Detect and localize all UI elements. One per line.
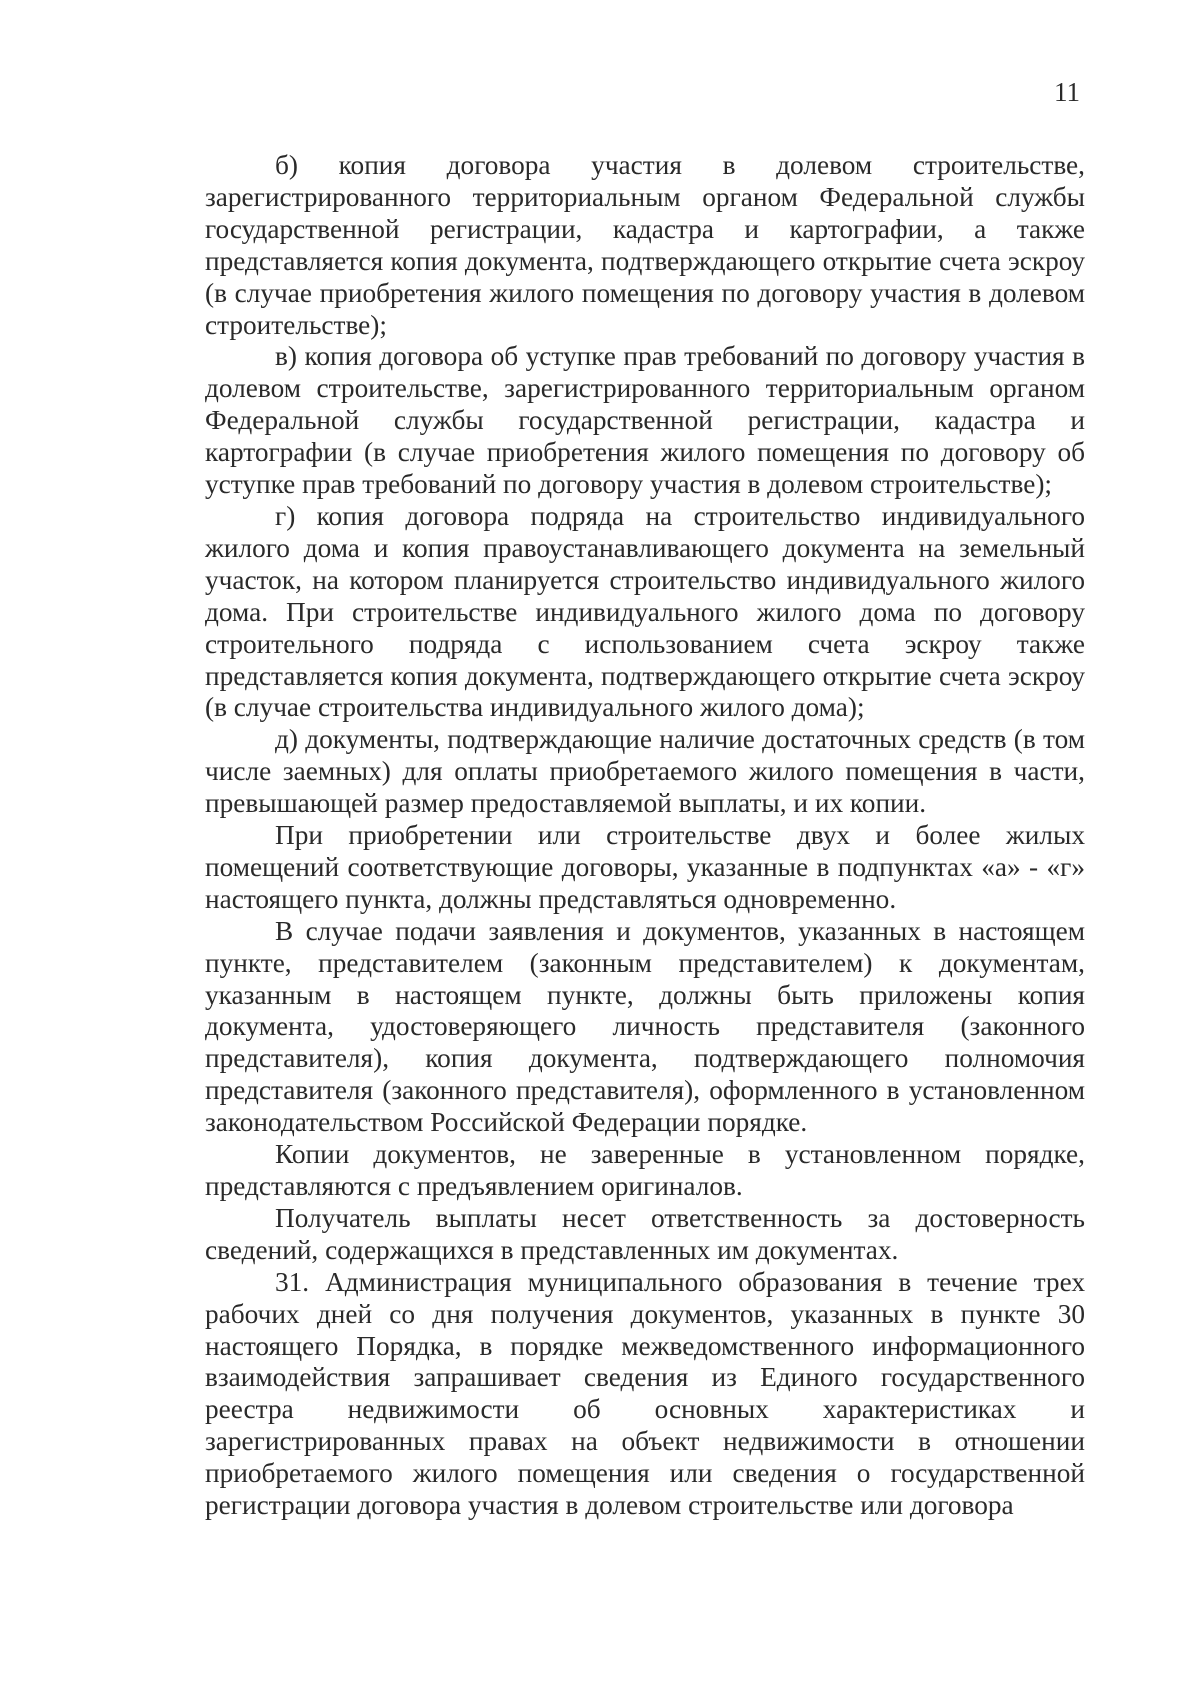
paragraph-representative: В случае подачи заявления и документов, указанных в настоящем пункте, представителем (законным представителем) к документам, указанным в настоящем пункте, должны быть приложены копия документа, удостоверяющего личность представителя (законного представителя), копия документа, подтверждающего полномочия представителя (законного представителя), оформленного в установленном законодательством Российской Федерации порядке. [205,915,1085,1138]
paragraph-copies: Копии документов, не заверенные в установленном порядке, представляются с предъявлением оригиналов. [205,1139,1085,1201]
paragraph-31: 31. Администрация муниципального образования в течение трех рабочих дней со дня получения документов, указанных в пункте 30 настоящего Порядка, в порядке межведомственного информационного взаимодействия запрашивает сведения из Единого государственного реестра недвижимости об основных характеристиках и зарегистрированных правах на объект недвижимости в отношении приобретаемого жилого помещения или сведения о государственной регистрации договора участия в долевом строительстве или договора [205,1266,1085,1521]
document-body [205,150,1085,1522]
page-number: 11 [1054,77,1080,107]
paragraph-multiple-dwellings: При приобретении или строительстве двух и более жилых помещений соответствующие договоры, указанные в подпунктах «а» - «г» настоящего пункта, должны представляться одновременно. [205,820,1085,914]
paragraph-g: г) копия договора подряда на строительство индивидуального жилого дома и копия правоустанавливающего документа на земельный участок, на котором планируется строительство индивидуального жилого дома. При строительстве индивидуального жилого дома по договору строительного подряда с использованием счета эскроу также представляется копия документа, подтверждающего открытие счета эскроу (в случае строительства индивидуального жилого дома); [205,500,1085,723]
paragraph-responsibility: Получатель выплаты несет ответственность за достоверность сведений, содержащихся в представленных им документах. [205,1202,1085,1265]
paragraph-b: б) копия договора участия в долевом строительстве, зарегистрированного территориальным органом Федеральной службы государственной регистрации, кадастра и картографии, а также представляется копия документа, подтверждающего открытие счета эскроу (в случае приобретения жилого помещения по договору участия в долевом строительстве); [205,150,1085,340]
paragraph-v: в) копия договора об уступке прав требований по договору участия в долевом строительстве, зарегистрированного территориальным органом Федеральной службы государственной регистрации, кадастра и картографии (в случае приобретения жилого помещения по договору об уступке прав требований по договору участия в долевом строительстве); [205,341,1085,500]
paragraph-d: д) документы, подтверждающие наличие достаточных средств (в том числе заемных) для оплаты приобретаемого жилого помещения в части, превышающей размер предоставляемой выплаты, и их копии. [205,724,1085,819]
